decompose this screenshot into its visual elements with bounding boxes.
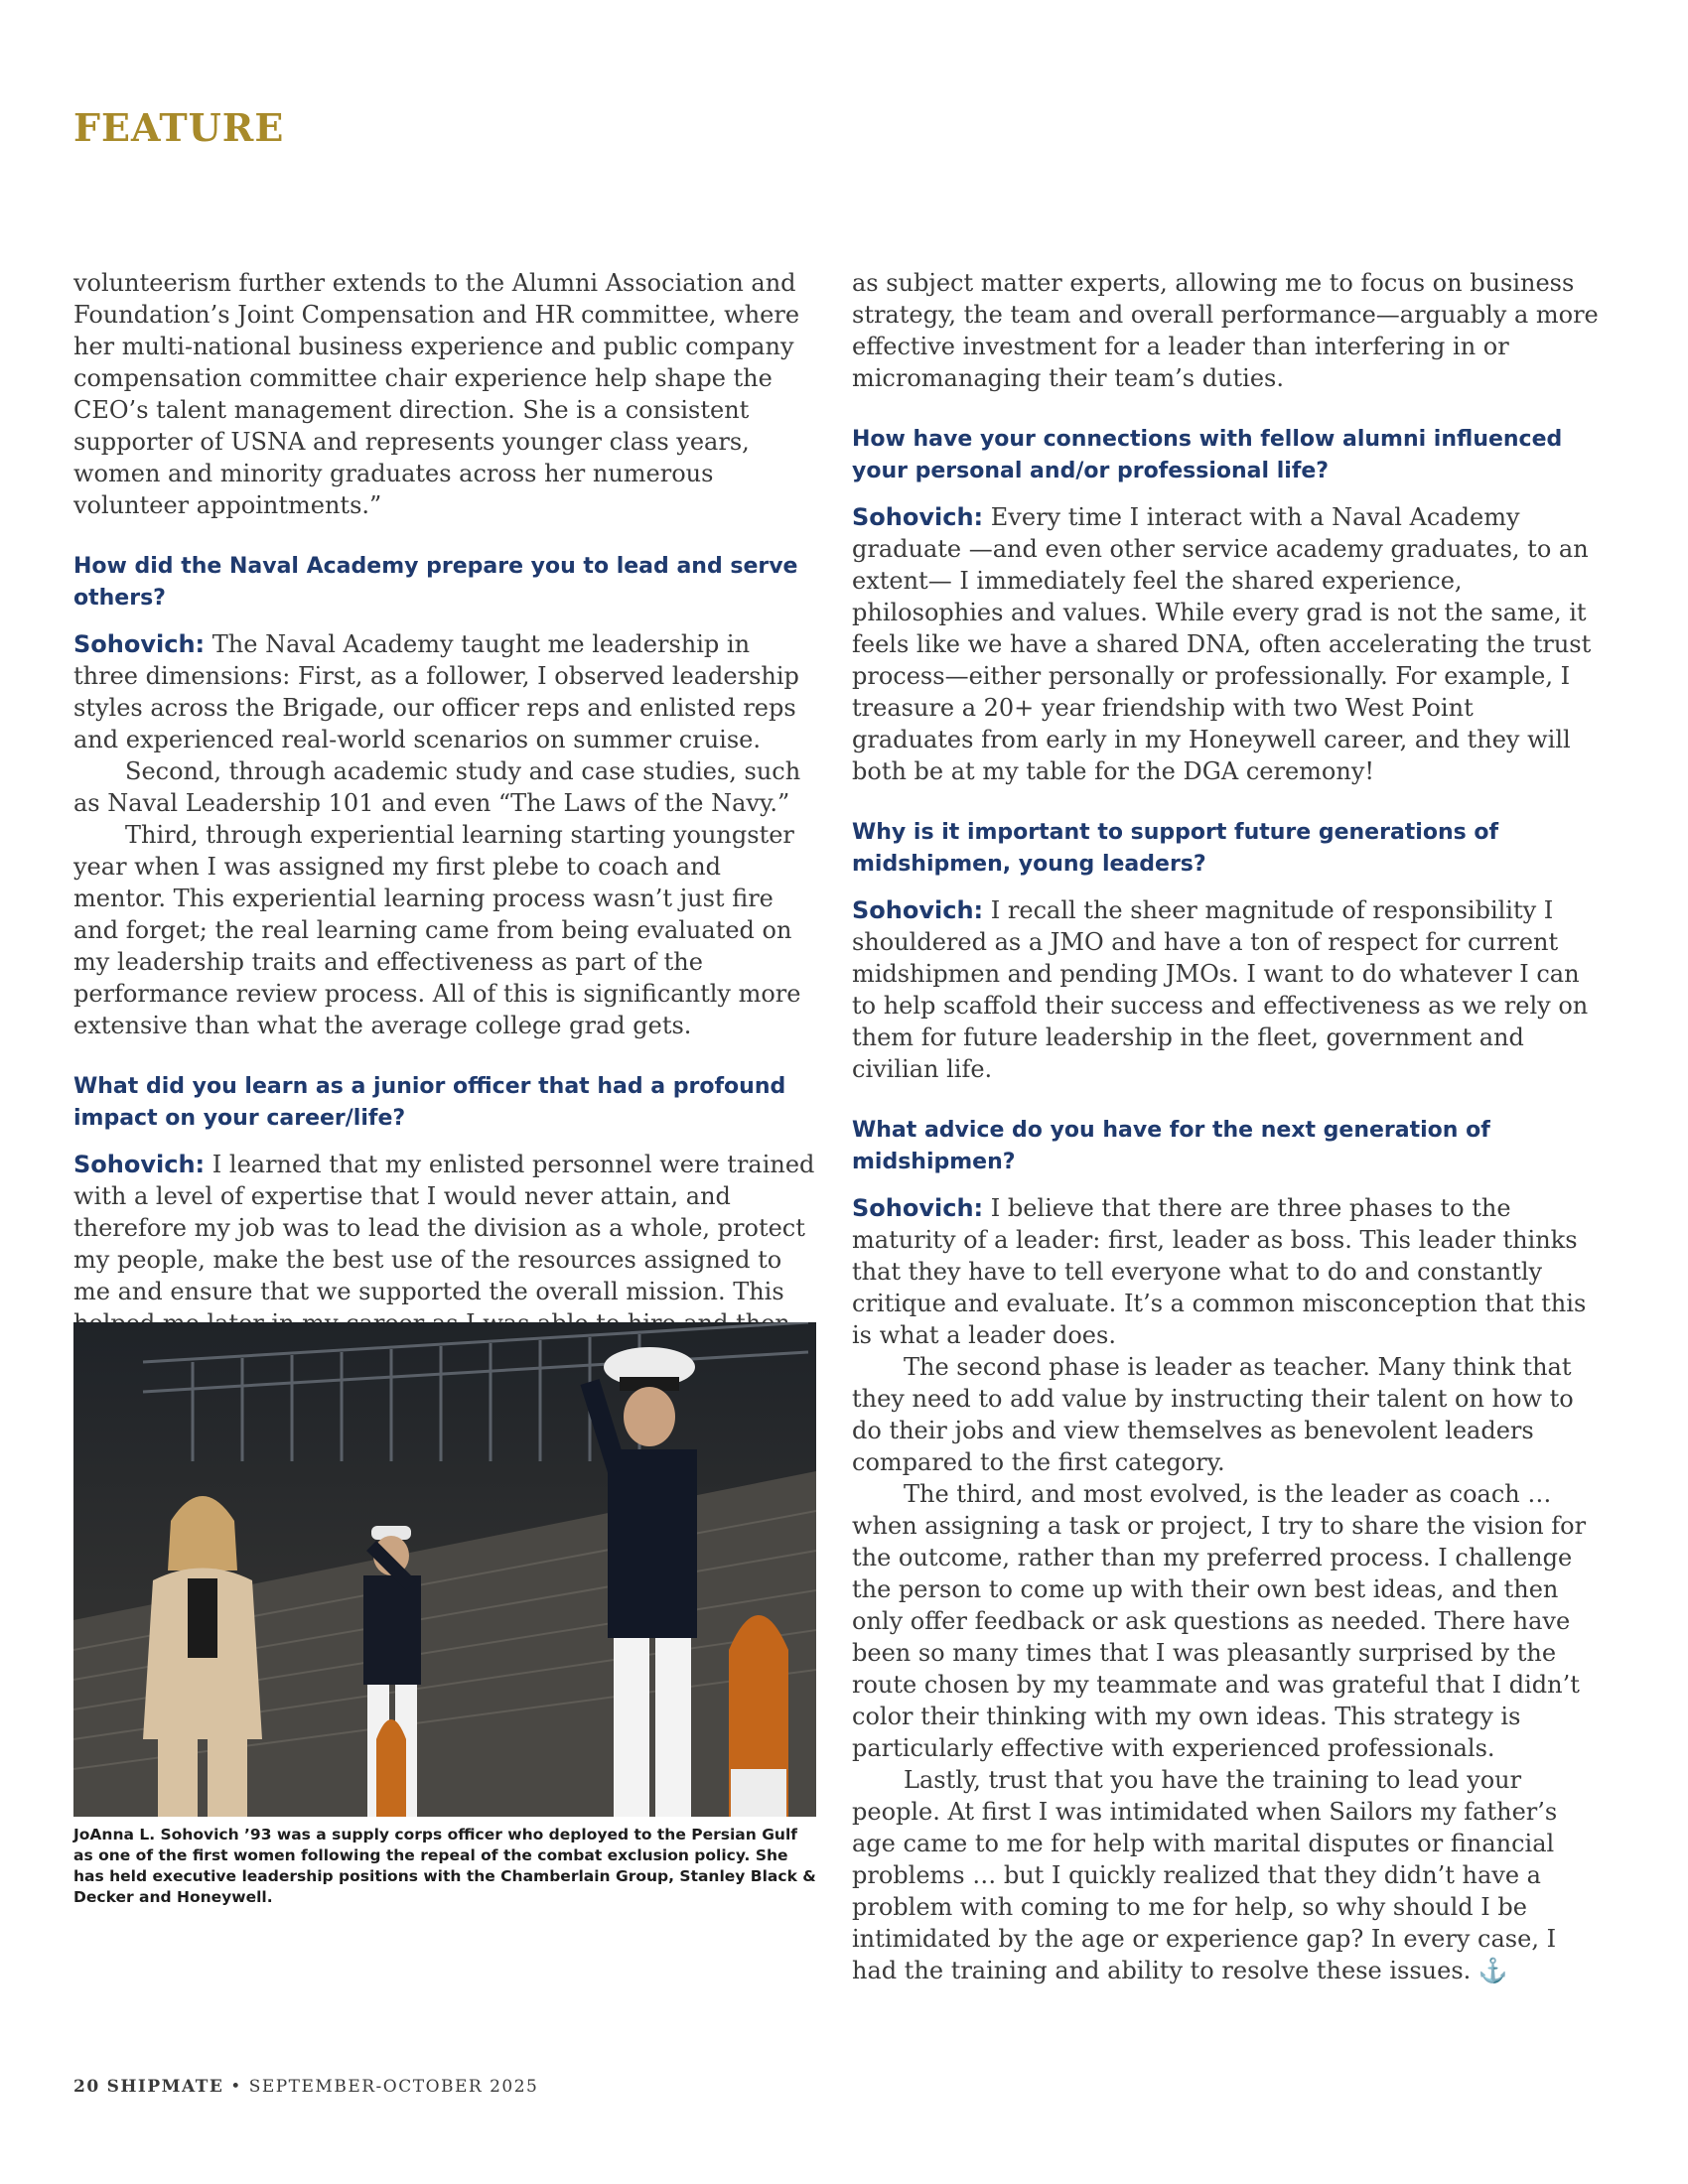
question-heading: Why is it important to support future generations of midshipmen, young leaders? [852,820,1499,877]
speaker-label: Sohovich: [852,1194,984,1222]
intro-paragraph: volunteerism further extends to the Alumni Association and Foundation’s Joint Compensation and HR committee, where her multi-national business experience and public company compensation committee chair experience help shape the CEO’s talent management direction. She is a consistent supporter of USNA and represents younger class years, women and minority graduates across her numerous volunteer appointments.” [73,269,800,519]
feature-photo [73,1322,816,1817]
left-column [73,267,820,1371]
anchor-icon: ⚓ [1477,1957,1508,1984]
photo-illustration [73,1322,816,1817]
photo-caption: JoAnna L. Sohovich ’93 was a supply corps officer who deployed to the Persian Gulf as one of the first women following the repeal of the combat exclusion policy. She has held executive leadership positions with the Chamberlain Group, Stanley Black & Decker and Honeywell. [73,1826,816,1906]
speaker-label: Sohovich: [73,630,206,658]
answer-paragraph [852,894,1599,1085]
section-label: FEATURE [73,105,285,150]
answer-text: I learned that my enlisted personnel were trained with a level of expertise that I would never attain, and therefore my job was to lead the division as a whole, protect my people, make the best use of the resources assigned to me and ensure that we supported the overall mission. This [73,1151,815,1305]
question-heading: What advice do you have for the next generation of midshipmen? [852,1118,1490,1174]
answer-paragraph: The third, and most evolved, is the leader as coach … when assigning a task or project, I try to share the vision for the outcome, rather than my preferred process. I challenge the person to come up with their own best ideas, and then only offer feedback or ask questions as needed. There have been so many times that I was pleasantly surprised by the route chosen by my teammate and was grateful that I didn’t color their thinking with my own ideas. This strategy is particularly effective with experienced professionals. [852,1480,1587,1762]
right-column [852,267,1599,1986]
issue-date: SEPTEMBER-OCTOBER 2025 [248,2077,539,2097]
footer-separator: • [230,2077,242,2097]
answer-text: I recall the sheer magnitude of responsibility I shouldered as a JMO and have a ton of respect for current midshipmen and pending JMOs. I want to do whatever I can to help scaffold their success and effectiveness as we rely on them for future leadership in the fleet, government and civilian life. [852,896,1589,1083]
question-heading: What did you learn as a junior officer that had a profound impact on your career/life? [73,1074,786,1131]
magazine-name: SHIPMATE [106,2077,224,2097]
answer-text: I believe that there are three phases to the maturity of a leader: first, leader as boss. This leader thinks that they have to tell everyone what to do and constantly critique and evaluate. It’s a common misconception that this is what a leader does. [852,1194,1587,1349]
answer-paragraph [73,628,820,755]
answer-paragraph: The second phase is leader as teacher. Many think that they need to add value by instructing their talent on how to do their jobs and view themselves as benevolent leaders compared to the first category. [852,1353,1574,1476]
speaker-label: Sohovich: [73,1151,206,1178]
page-footer [73,2077,538,2097]
page-number: 20 [73,2077,100,2097]
speaker-label: Sohovich: [852,896,984,924]
answer-text: Lastly, trust that you have the training to lead your people. At first I was intimidated when Sailors my father’s age came to me for help with marital disputes or financial problems … but I quickly realized that they didn’t have a problem with coming to me for help, so why should I be intimidated by the age or experience gap? In every case, I had the training and ability to resolve these issues. [852,1766,1558,1984]
answer-text: The Naval Academy taught me leadership in three dimensions: First, as a follower, I observed leadership styles across the Brigade, our officer reps and enlisted reps and experienced real-world scenarios on summer cruise. [73,630,799,753]
answer-text: Every time I interact with a Naval Academy graduate —and even other service academy graduates, to an extent— I immediately feel the shared experience, philosophies and values. While every grad is not the same, it feels like we have a shared DNA, often accelerating the trust process—either personally or professionally. For example, I treasure a 20+ year friendship with two West Point graduates from early in my Honeywell career, and they will both be at my table for the DGA ceremony! [852,503,1592,785]
question-heading: How have your connections with fellow alumni influenced your personal and/or professional life? [852,427,1563,483]
continuation-paragraph: as subject matter experts, allowing me to focus on business strategy, the team and overall performance—arguably a more effective investment for a leader than interfering in or micromanaging their team’s duties. [852,269,1599,392]
answer-paragraph [852,1192,1599,1351]
answer-paragraph [852,1764,1599,1986]
question-heading: How did the Naval Academy prepare you to lead and serve others? [73,554,798,611]
answer-paragraph [852,501,1599,787]
speaker-label: Sohovich: [852,503,984,531]
answer-paragraph: Third, through experiential learning starting youngster year when I was assigned my first plebe to coach and mentor. This experiential learning process wasn’t just fire and forget; the real learning came from being evaluated on my leadership traits and effectiveness as part of the performance review process. All of this is significantly more extensive than what the average college grad gets. [73,821,801,1039]
answer-paragraph: Second, through academic study and case studies, such as Naval Leadership 101 and even “The Laws of the Navy.” [73,757,801,817]
